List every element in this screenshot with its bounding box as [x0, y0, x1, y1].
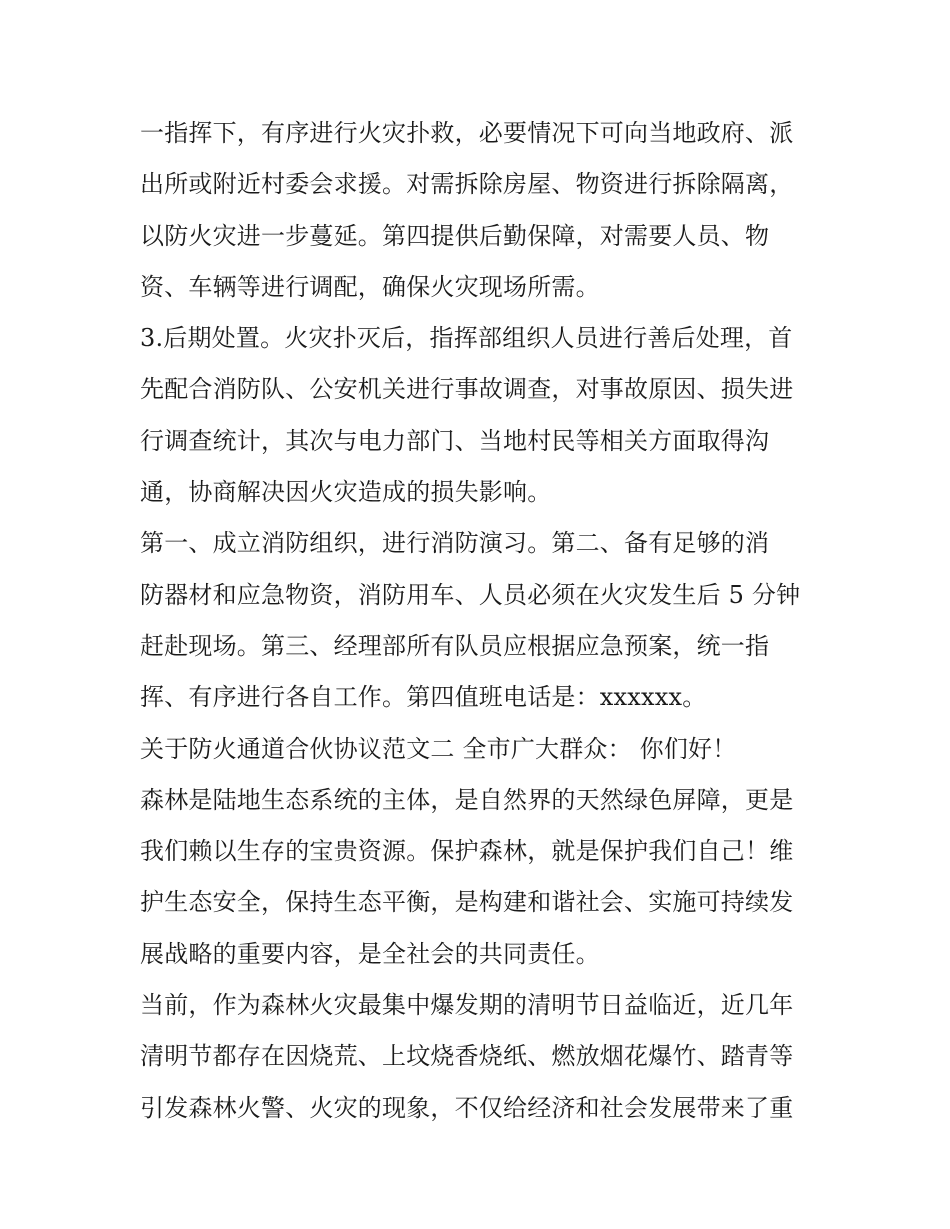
text-line: 先配合消防队、公安机关进行事故调查，对事故原因、损失进 [140, 375, 794, 404]
text-line: 第一、成立消防组织，进行消防演习。第二、备有足够的消 [140, 529, 770, 558]
text-line: 通，协商解决因火灾造成的损失影响。 [140, 478, 552, 507]
text-line: 防器材和应急物资，消防用车、人员必须在火灾发生后 5 分钟 [140, 580, 801, 609]
heading-line: 关于防火通道合伙协议范文二 全市广大群众： 你们好！ [140, 734, 737, 763]
text-line: 一指挥下，有序进行火灾扑救，必要情况下可向当地政府、派 [140, 119, 794, 147]
text-line: 资、车辆等进行调配，确保火灾现场所需。 [140, 272, 600, 301]
text-line: 赶赴现场。第三、经理部所有队员应根据应急预案，统一指 [140, 631, 770, 660]
text-line: 展战略的重要内容，是全社会的共同责任。 [140, 939, 600, 968]
text-line: 以防火灾进一步蔓延。第四提供后勤保障，对需要人员、物 [140, 221, 770, 250]
text-line: 清明节都存在因烧荒、上坟烧香烧纸、燃放烟花爆竹、踏青等 [140, 1042, 794, 1071]
text-line: 引发森林火警、火灾的现象，不仅给经济和社会发展带来了重 [140, 1093, 794, 1122]
text-line: 森林是陆地生态系统的主体，是自然界的天然绿色屏障，更是 [140, 785, 794, 814]
text-line: 行调查统计，其次与电力部门、当地村民等相关方面取得沟 [140, 426, 770, 455]
text-line: 出所或附近村委会求援。对需拆除房屋、物资进行拆除隔离， [140, 170, 794, 199]
document-body [140, 108, 820, 1134]
text-line: 护生态安全，保持生态平衡，是构建和谐社会、实施可持续发 [140, 888, 794, 917]
text-line: 当前，作为森林火灾最集中爆发期的清明节日益临近，近几年 [140, 991, 794, 1020]
text-line: 我们赖以生存的宝贵资源。保护森林，就是保护我们自己！维 [140, 837, 794, 866]
text-line: 3.后期处置。火灾扑灭后，指挥部组织人员进行善后处理，首 [140, 324, 793, 353]
text-line: 挥、有序进行各自工作。第四值班电话是：xxxxxx。 [140, 683, 707, 712]
